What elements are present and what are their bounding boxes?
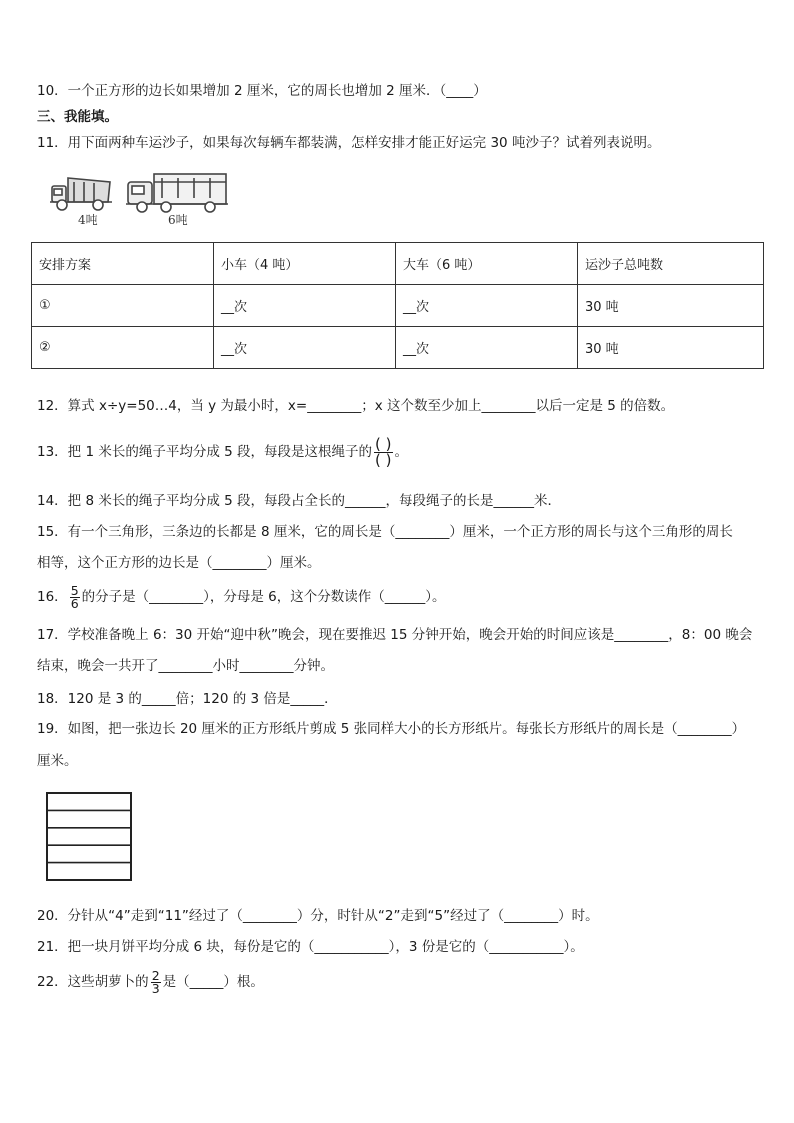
question-16-suffix: 的分子是（________），分母是 6，这个分数读作（______）。 [81,589,446,605]
table-cell: ① [32,285,214,327]
question-18: 18．120 是 3 的_____倍；120 的 3 倍是_____． [37,691,338,707]
question-22 [37,965,264,999]
table-header-cell: 大车（6 吨） [396,243,578,285]
question-16-prefix: 16． [37,589,68,605]
table-header-cell: 小车（4 吨） [214,243,396,285]
trucks-illustration [50,168,235,234]
question-15-line-1: 15．有一个三角形，三条边的长都是 8 厘米，它的周长是（________）厘米，一个正方形的周长与这个三角形的周长 [37,524,733,540]
question-21: 21．把一块月饼平均分成 6 块，每份是它的（___________），3 份是它的（___________）。 [37,939,584,955]
table-header-cell: 运沙子总吨数 [578,243,764,285]
table-cell: ② [32,327,214,369]
question-16 [37,580,446,614]
fraction-denominator: 6 [70,595,79,611]
small-truck-icon [50,178,112,210]
table-cell[interactable]: __次 [396,285,578,327]
table-row [32,285,764,327]
question-22-suffix: 是（_____）根。 [162,974,264,990]
question-19-line-2: 厘米。 [37,753,78,769]
fraction-5-6 [70,582,80,611]
table-header-row [32,243,764,285]
table-cell[interactable]: __次 [396,327,578,369]
table-cell[interactable]: __次 [214,285,396,327]
big-truck-label: 6吨 [168,213,188,227]
question-14: 14．把 8 米长的绳子平均分成 5 段，每段占全长的______，每段绳子的长是______米． [37,493,562,509]
question-13-suffix: 。 [394,444,409,460]
arrangement-table [31,242,764,369]
fraction-numerator: ( ) [375,434,392,453]
fraction-denominator: 3 [151,980,160,996]
section-3-title: 三、我能填。 [37,109,118,125]
question-10: 10．一个正方形的边长如果增加 2 厘米，它的周长也增加 2 厘米．（____） [37,83,487,99]
table-cell: 30 吨 [578,285,764,327]
table-header-cell: 安排方案 [32,243,214,285]
question-12: 12．算式 x÷y=50…4，当 y 为最小时，x=________；x 这个数至少加上________以后一定是 5 的倍数。 [37,398,675,414]
blank-fraction[interactable] [374,434,392,469]
fraction-numerator: 5 [70,582,79,598]
fraction-numerator: 2 [151,967,160,983]
question-15-line-2: 相等，这个正方形的边长是（________）厘米。 [37,555,321,571]
big-truck-icon [126,174,228,212]
question-13 [37,435,408,469]
question-22-prefix: 22．这些胡萝卜的 [37,974,149,990]
square-cut-figure [46,792,136,888]
question-13-prefix: 13．把 1 米长的绳子平均分成 5 段，每段是这根绳子的 [37,444,373,460]
small-truck-label: 4吨 [78,213,98,227]
question-19-line-1: 19．如图，把一张边长 20 厘米的正方形纸片剪成 5 张同样大小的长方形纸片。每张长方形纸片的周长是（________） [37,721,746,737]
table-cell[interactable]: __次 [214,327,396,369]
table-row [32,327,764,369]
fraction-denominator: ( ) [375,450,392,469]
question-11: 11．用下面两种车运沙子，如果每次每辆车都装满，怎样安排才能正好运完 30 吨沙子？试着列表说明。 [37,135,661,151]
question-17-line-2: 结束，晚会一共开了________小时________分钟。 [37,658,334,674]
question-20: 20．分针从“4”走到“11”经过了（________）分，时针从“2”走到“5”经过了（________）时。 [37,908,599,924]
table-cell: 30 吨 [578,327,764,369]
fraction-2-3 [151,967,161,996]
question-17-line-1: 17．学校准备晚上 6：30 开始“迎中秋”晚会，现在要推迟 15 分钟开始，晚会开始的时间应该是________，8：00 晚会 [37,627,753,643]
